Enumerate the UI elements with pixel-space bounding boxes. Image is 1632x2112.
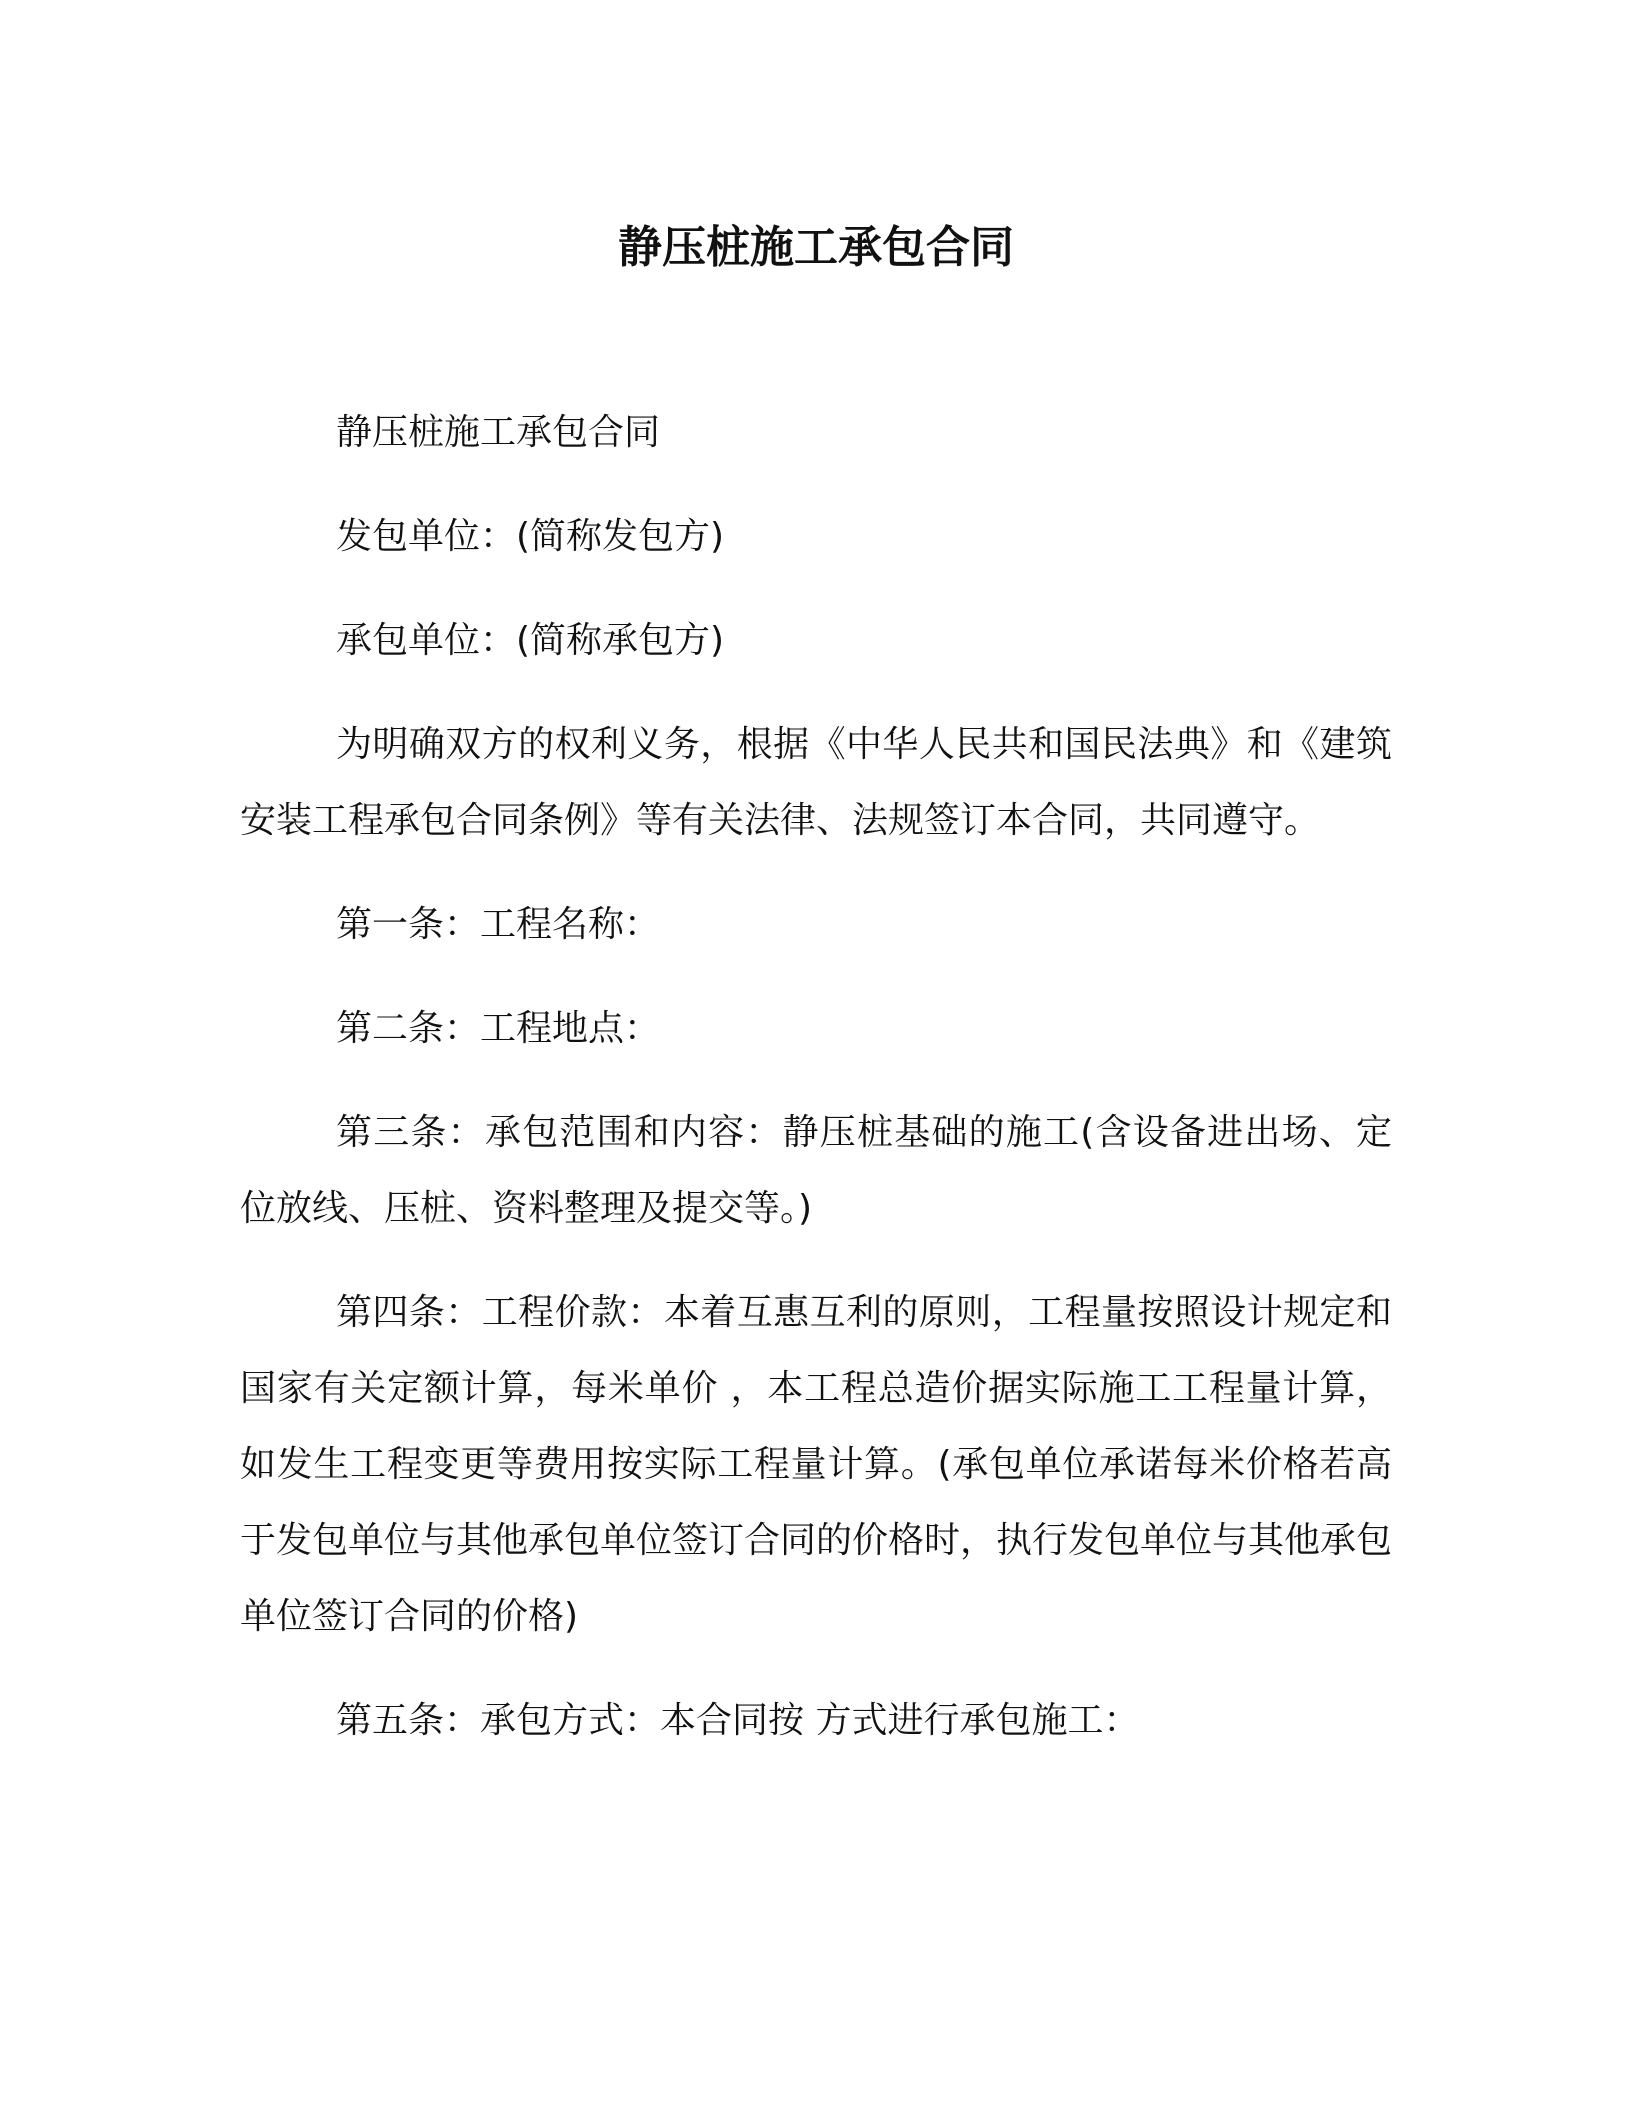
contract-body xyxy=(240,395,1392,1787)
article-1-project-name: 第一条：工程名称： xyxy=(336,904,661,945)
legal-basis-paragraph: 为明确双方的权利义务，根据《中华人民共和国民法典》和《建筑安装工程承包合同条例》等有关法律、法规签订本合同，共同遵守。 xyxy=(240,724,1392,841)
article-5-contract-method: 第五条：承包方式：本合同按 方式进行承包施工： xyxy=(336,1700,1140,1741)
document-title: 静压桩施工承包合同 xyxy=(618,222,1014,273)
article-3-scope: 第三条：承包范围和内容：静压桩基础的施工(含设备进出场、定位放线、压桩、资料整理及提交等。) xyxy=(240,1112,1392,1229)
contract-heading-paragraph: 静压桩施工承包合同 xyxy=(336,412,661,453)
article-4-price: 第四条：工程价款：本着互惠互利的原则，工程量按照设计规定和国家有关定额计算，每米单价 ，本工程总造价据实际施工工程量计算，如发生工程变更等费用按实际工程量计算。(承包单位承诺每米价格若高于发包单位与其他承包单位签订合同的价格时，执行发包单位与其他承包单位签订合同的价格) xyxy=(240,1292,1393,1637)
employer-unit-paragraph: 发包单位：(简称发包方) xyxy=(336,516,725,557)
article-2-project-location: 第二条：工程地点： xyxy=(336,1008,661,1049)
contractor-unit-paragraph: 承包单位：(简称承包方) xyxy=(336,620,725,661)
